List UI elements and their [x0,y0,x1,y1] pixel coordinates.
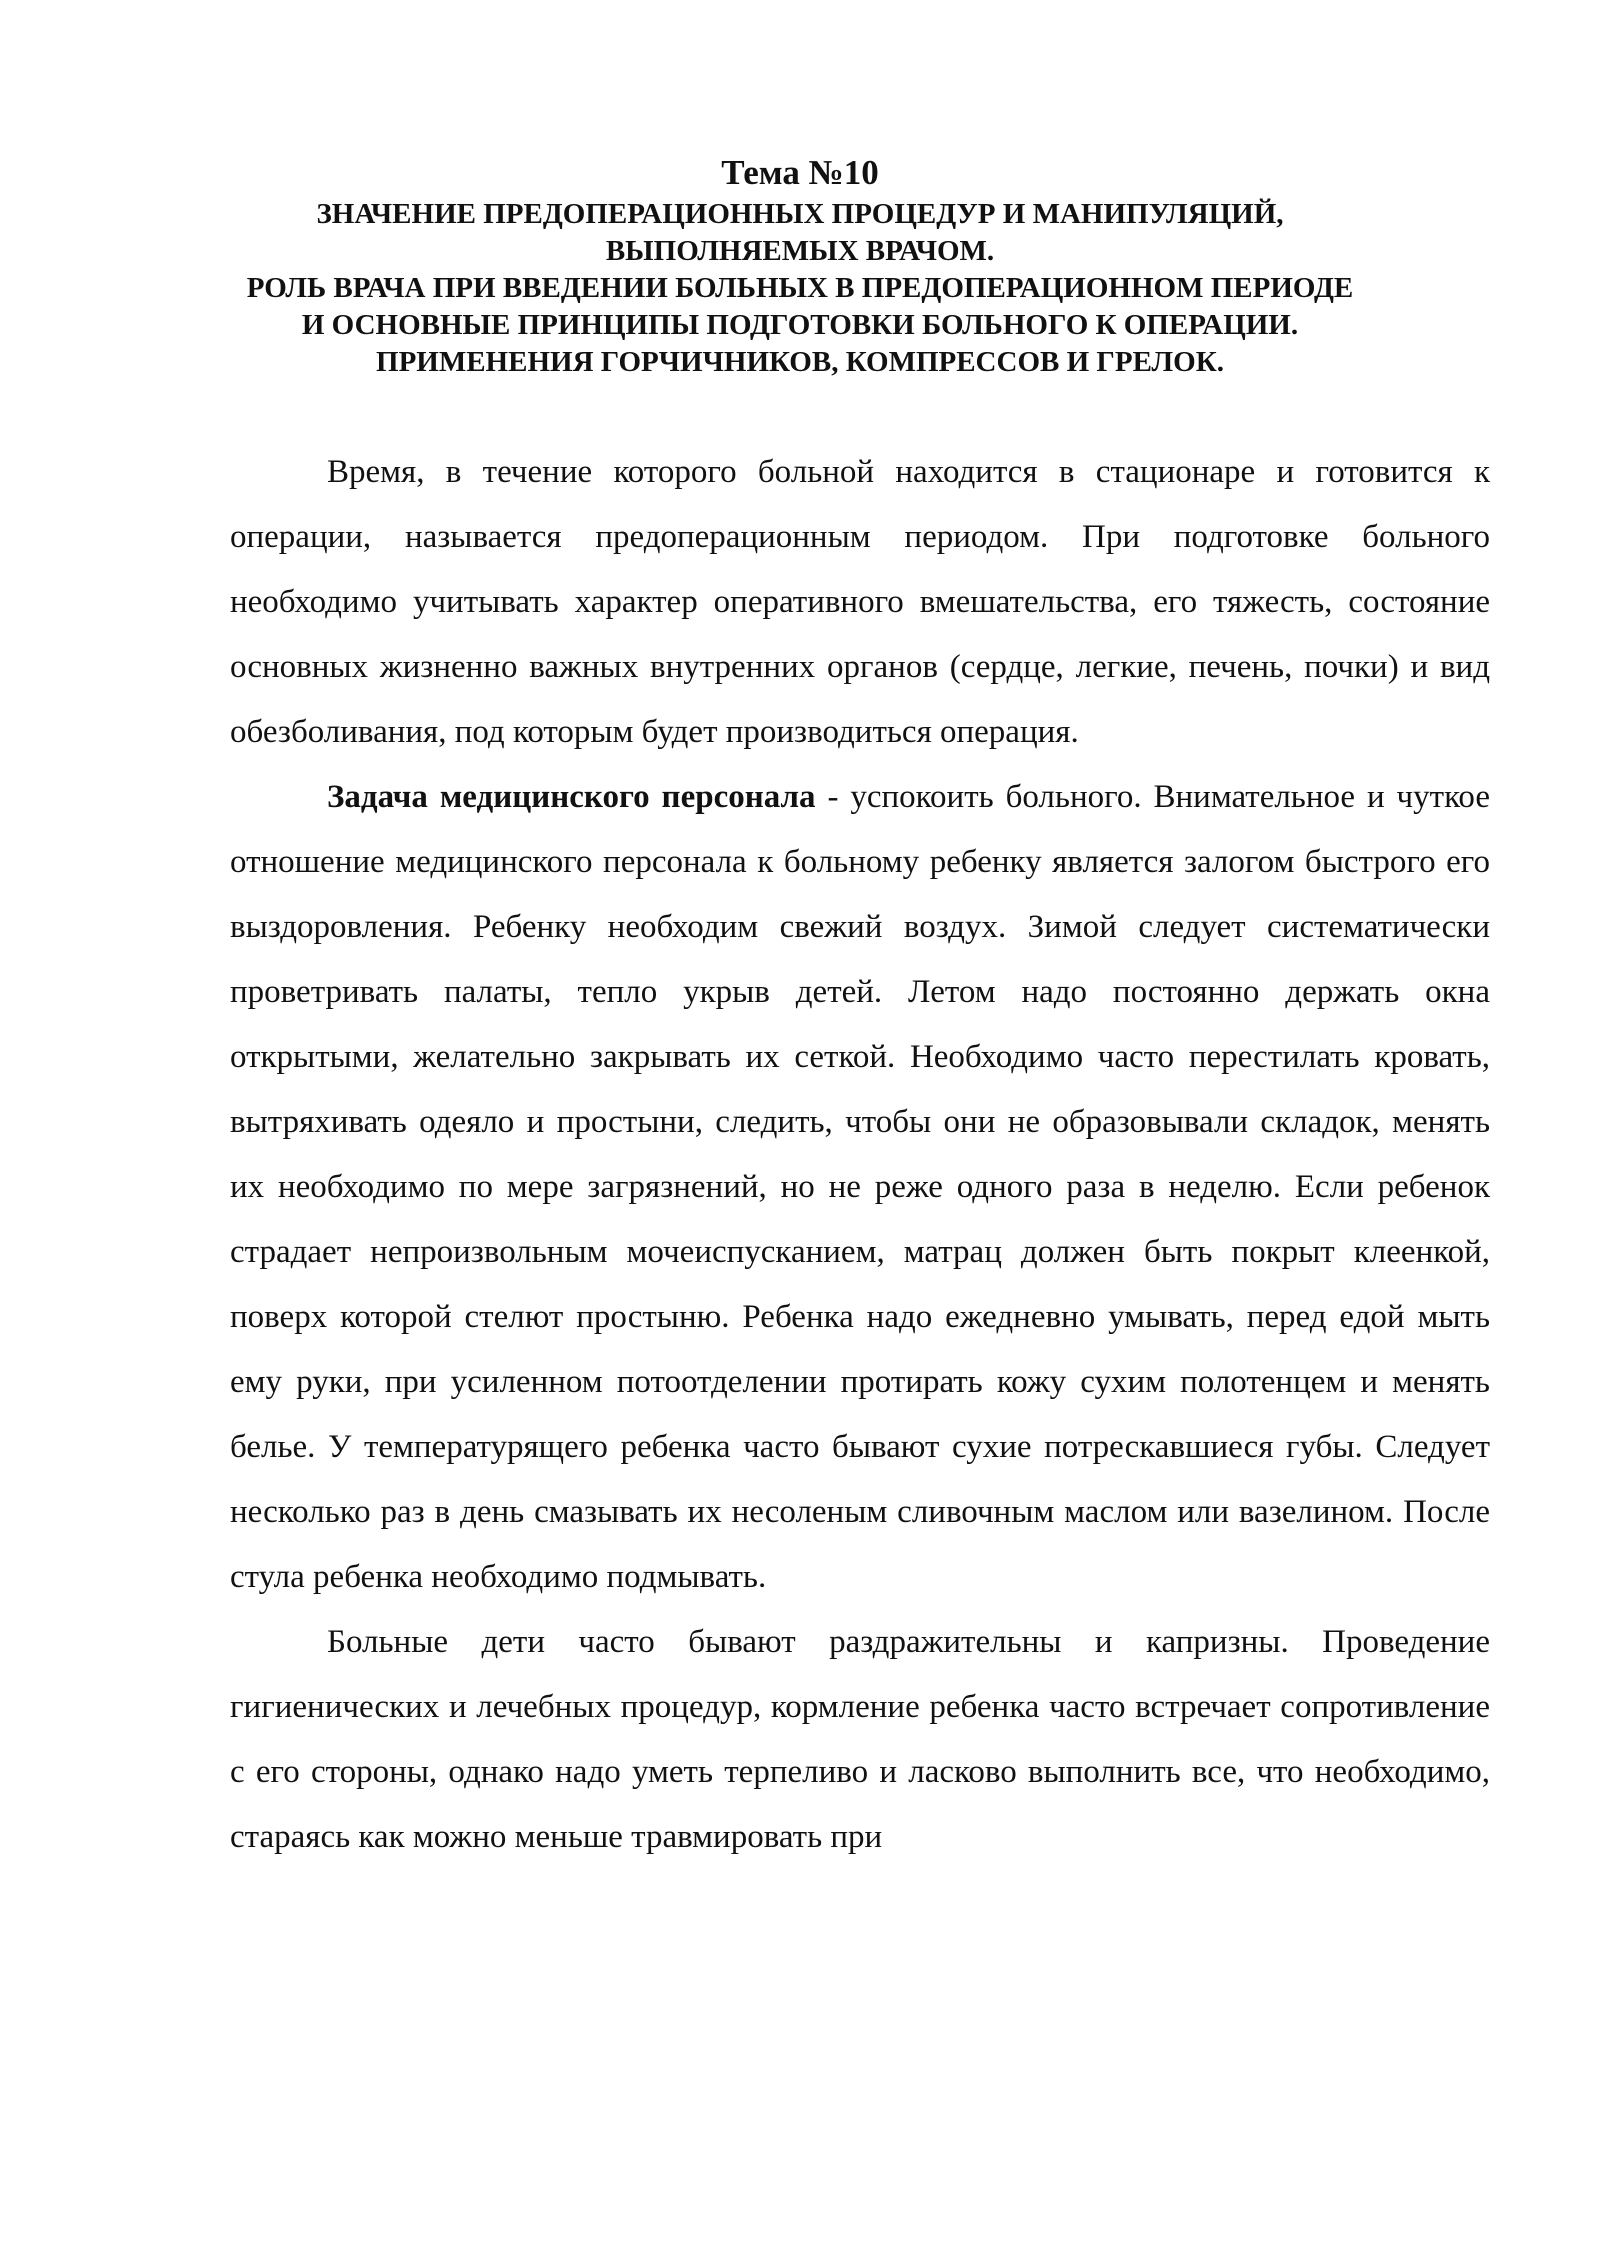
paragraph-1: Время, в течение которого больной находится в стационаре и готовится к операции, называется предоперационным периодом. При подготовке больного необходимо учитывать характер оперативного вмешательства, его тяжесть, состояние основных жизненно важных внутренних органов (сердце, легкие, печень, почки) и вид обезболивания, под которым будет производиться операция. [230,454,1490,750]
heading-line-1: ЗНАЧЕНИЕ ПРЕДОПЕРАЦИОННЫХ ПРОЦЕДУР И МАНИПУЛЯЦИЙ, [316,198,1284,230]
topic-heading [200,150,1400,381]
paragraph-3: Больные дети часто бывают раздражительны и капризны. Проведение гигиенических и лечебных процедур, кормление ребенка часто встречает сопротивление с его стороны, однако надо уметь терпеливо и ласково выполнить все, что необходимо, стараясь как можно меньше травмировать при [230,1624,1490,1855]
paragraph-2-text: - успокоить больного. Внимательное и чуткое отношение медицинского персонала к больному ребенку является залогом быстрого его выздоровления. Ребенку необходим свежий воздух. Зимой следует систематически проветривать палаты, тепло укрыв детей. Летом надо постоянно держать окна открытыми, желательно закрывать их сеткой. Необходимо часто перестилать кровать, вытряхивать одеяло и простыни, следить, чтобы они не образовывали складок, менять их необходимо по мере загрязнений, но не реже одного раза в неделю. Если ребенок страдает непроизвольным мочеиспусканием, матрац должен быть покрыт клеенкой, поверх которой стелют простыню. Ребенка надо ежедневно умывать, перед едой мыть ему руки, при усиленном потоотделении протирать кожу сухим полотенцем и менять белье. У температурящего ребенка часто бывают сухие потрескавшиеся губы. Следует несколько раз в день смазывать их несоленым сливочным маслом или вазелином. После стула ребенка необходимо подмывать. [230,779,1490,1595]
topic-number: Тема №10 [721,153,879,192]
heading-line-3: РОЛЬ ВРАЧА ПРИ ВВЕДЕНИИ БОЛЬНЫХ В ПРЕДОПЕРАЦИОННОМ ПЕРИОДЕ [246,272,1354,304]
document-body [230,440,1490,1870]
paragraph-2 [230,765,1490,1610]
paragraph-2-bold-lead: Задача медицинского персонала [327,779,816,815]
heading-line-2: ВЫПОЛНЯЕМЫХ ВРАЧОМ. [605,235,995,267]
heading-line-5: ПРИМЕНЕНИЯ ГОРЧИЧНИКОВ, КОМПРЕССОВ И ГРЕЛОК. [376,346,1224,378]
heading-line-4: И ОСНОВНЫЕ ПРИНЦИПЫ ПОДГОТОВКИ БОЛЬНОГО К ОПЕРАЦИИ. [301,309,1299,341]
